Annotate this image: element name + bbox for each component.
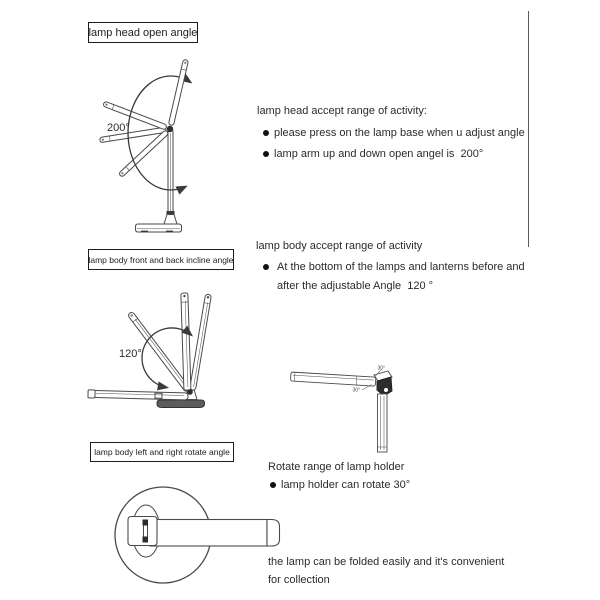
diagram-lamp-body-incline-angle xyxy=(88,293,212,408)
lamp-body-position-flat xyxy=(88,390,188,401)
angle-label-200: 200° xyxy=(107,122,130,134)
angle-label-30-bottom: 30° xyxy=(352,387,361,394)
lamp-base-cone xyxy=(164,215,177,225)
diagram-lamp-head-open-angle xyxy=(99,59,190,232)
folded-body-arm xyxy=(378,394,388,452)
bullet-text: please press on the lamp base when u adjust angle xyxy=(274,127,525,139)
body-incline-heading: lamp body accept range of activity xyxy=(256,240,423,252)
section-title-lamp-body-rotate-angle: lamp body left and right rotate angle xyxy=(90,442,234,462)
diagram-folded-lamp xyxy=(290,366,392,453)
body-joint xyxy=(187,389,193,395)
rotate-heading: Rotate range of lamp holder xyxy=(268,461,405,473)
folded-note-line2: for collection xyxy=(268,574,330,586)
head-open-bullet-1 xyxy=(263,127,525,140)
lamp-head-cap xyxy=(267,520,280,547)
head-open-bullet-2 xyxy=(263,148,483,161)
lamp-arm-position-upper-right xyxy=(168,59,188,125)
bullet-icon xyxy=(263,151,269,157)
angle-label-30-top: 30° xyxy=(377,365,386,372)
folded-note xyxy=(268,553,504,589)
bullet-text: At the bottom of the lamps and lanterns before and xyxy=(277,261,525,273)
lamp-arm-top-view xyxy=(150,520,267,547)
bullet-text: lamp arm up and down open angel is 200° xyxy=(274,148,484,160)
angle-label-120: 120° xyxy=(119,348,142,360)
body-incline-bullet xyxy=(263,261,525,274)
arm-joint xyxy=(167,126,173,132)
folded-head-arm xyxy=(290,372,375,386)
bullet-icon xyxy=(263,130,269,136)
folded-note-line1: the lamp can be folded easily and it's convenient xyxy=(268,556,505,568)
body-incline-bullet-line2: after the adjustable Angle 120 ° xyxy=(277,280,434,292)
lamp-body-position-tilt-right xyxy=(190,294,212,391)
lamp-base-plate xyxy=(157,400,205,408)
section-title-lamp-head-open-angle: lamp head open angle xyxy=(88,22,198,43)
lamp-body-position-vertical xyxy=(181,293,191,390)
bullet-text: lamp holder can rotate 30° xyxy=(281,479,411,491)
bullet-icon xyxy=(270,482,276,488)
rotate-bullet xyxy=(270,479,410,492)
section-title-lamp-body-incline-angle: lamp body front and back incline angle xyxy=(88,249,234,270)
head-open-heading: lamp head accept range of activity: xyxy=(257,105,427,117)
diagram-lamp-rotate-top-view xyxy=(115,487,280,583)
bullet-icon xyxy=(263,264,269,270)
